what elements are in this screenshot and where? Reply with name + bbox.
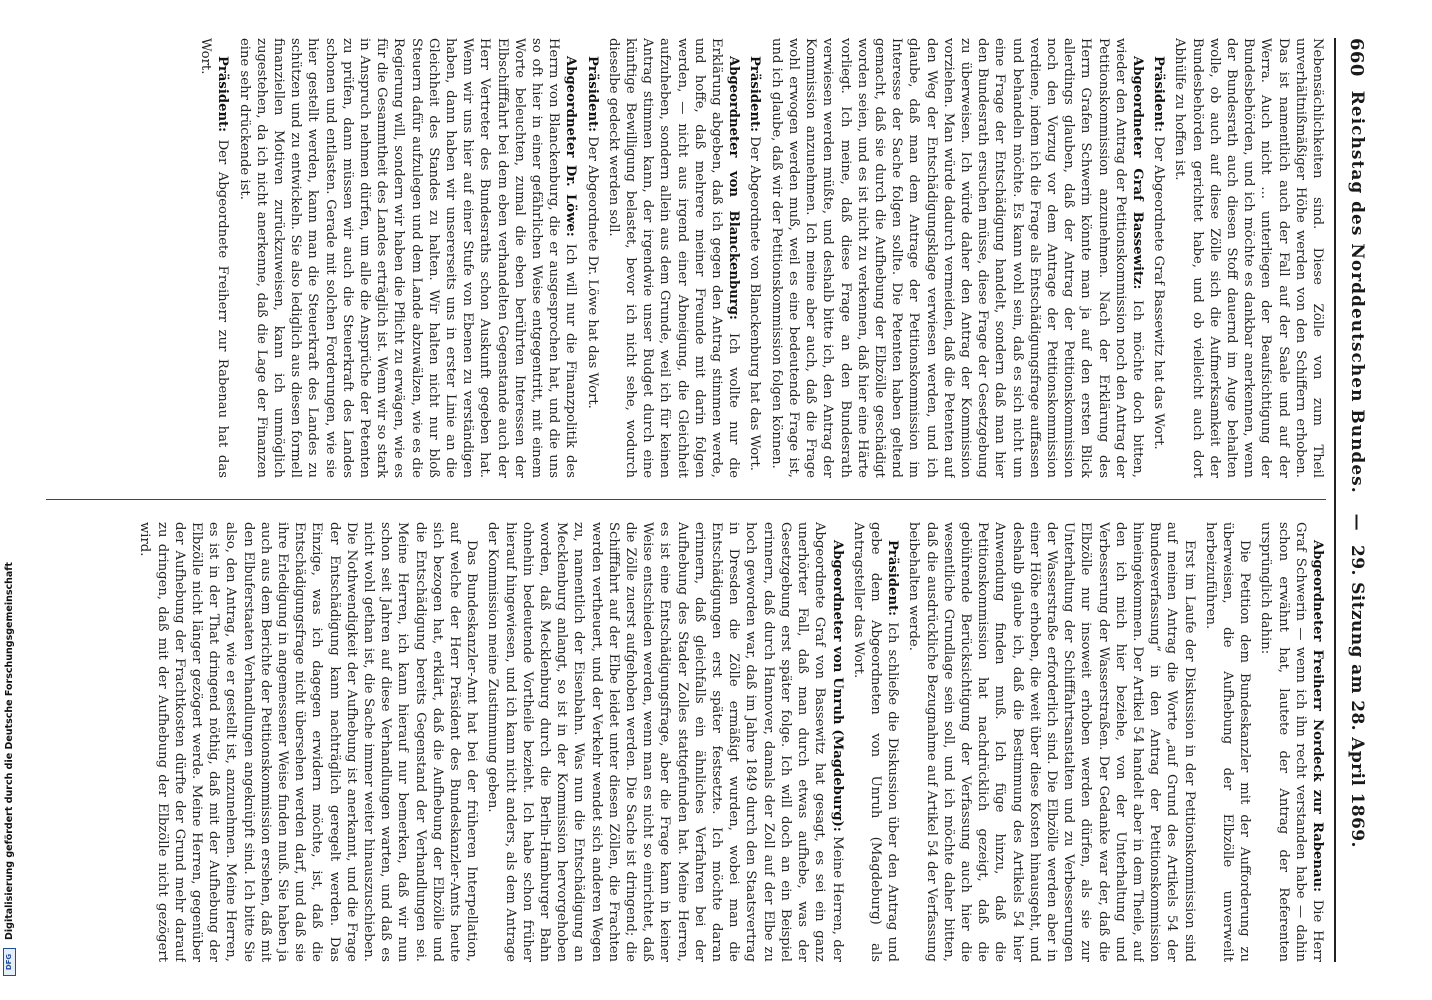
text-column-right xyxy=(36,522,1326,962)
paragraph xyxy=(136,522,480,962)
paragraph-text: Ich möchte doch bitten, wieder den Antrag der Petitionskommission noch den Antrag der Petitionskommission anzunehmen. Nach der Erklärung des Herrn Grafen Schwerin könnte man ja auf den ersten Blick allerdings glauben, daß der Antrag der Petitionskommission noch den Vorzug vor dem Antrage der Petitionskommission verdiene, indem ich die Frage als Entschädigungsfrage auffassen und behandeln möchte. Es kann wohl sein, daß es sich nicht um eine Frage der Entschädigung handelt, sondern daß man hier den Bundesrath ersuchen müsse, diese Frage der Gesetzgebung zu überweisen. Ich würde daher den Antrag der Kommission vorziehen. Man würde dadurch vermeiden, daß die Petenten auf den Weg der Entschädigungsklage verwiesen werden, und ich glaube, daß man dem Antrage der Petitionskommission im Interesse der Sache folgen sollte. Die Petenten haben geltend gemacht, daß sie durch die Aufhebung der Elbzölle geschädigt worden seien, und es ist nicht zu verkennen, daß hier eine Härte vorliegt. Ich meine, daß diese Frage an den Bundesrath verwiesen werden müßte, und deshalb bitte ich, den Antrag der Kommission anzunehmen. Ich meine aber auch, daß die Frage wohl erwogen werden muß, weil es eine bedeutende Frage ist, und ich glaube, daß wir der Petitionskommission folgen können. xyxy=(768,38,1145,478)
paragraph xyxy=(905,522,1197,962)
speaker-name: Präsident: xyxy=(584,56,600,133)
paragraph-text: Das Bundeskanzler-Amt hat bei der früheren Interpellation, auf welche der Herr Präsident des Bundeskanzler-Amts heute sich bezogen hat, erklärt, daß die Aufhebung der Elbzölle und die Entschädigung bereits Gegenstand der Verhandlungen sei. Meine Herren, ich kann hierauf nur bemerken, daß wir nun schon seit Jahren auf diese Verhandlungen warten, und daß es nicht wohl gethan ist, die Sache immer weiter hinauszuschieben. Die Nothwendigkeit der Aufhebung ist anerkannt, und die Frage der Entschädigung kann nachträglich geregelt werden. Das Einzige, was ich dagegen erwidern möchte, ist, daß die Entschädigungsfrage nicht übersehen werden darf, und daß sie ihre Erledigung in angemessener Weise finden muß. Sie haben ja auch aus dem Berichte der Petitionskommission ersehen, daß mit den Elbuferstaaten Verhandlungen angeknüpft sind. Ich bitte Sie also, den Antrag, wie er gestellt ist, anzunehmen. Meine Herren, es ist in der That dringend nöthig, daß mit der Aufhebung der Elbzölle nicht länger gezögert werde. Meine Herren, gegenüber der Aufhebung der Frachtkosten dürfte der Grund mehr darauf zu dringen, daß mit der Aufhebung der Elbzölle nicht gezögert wird. xyxy=(137,522,480,962)
paragraph-text: Der Abgeordnete von Blanckenburg hat das Wort. xyxy=(747,136,763,471)
speaker-name: Präsident: xyxy=(1151,56,1167,133)
paragraph-text: Erst im Laufe der Diskussion in der Petitionskommission sind auf meinen Antrag die Worte „auf Grund des Artikels 54 der Bundesverfassung“ in den Antrag der Petitionskommission hineingekommen. Der Artikel 54 handelt aber in dem Theile, auf den ich mich hier beziehe, von der Unterhaltung und Verbesserung der Wasserstraßen. Der Gedanke war der, daß die Elbzölle nur insoweit erhoben werden dürfen, als sie zur Unterhaltung der Schifffahrtsanstalten und zu Verbesserungen der Wasserstraße erforderlich sind. Die Elbzölle werden aber in einer Höhe erhoben, die weit über diese Kosten hinausgeht, und deshalb glaube ich, daß die Bestimmung des Artikels 54 hier Anwendung finden muß. Ich füge hinzu, daß die Petitionskommission hat nachdrücklich gezeigt, daß die gebührende Berücksichtigung der Verfassung auch hier die wesentliche Grundlage sein soll, und ich möchte daher bitten, daß die ausdrückliche Bezugnahme auf Artikel 54 der Verfassung beibehalten werde. xyxy=(906,522,1197,962)
dfg-logo: DFG xyxy=(3,948,16,976)
speaker-name: Präsident: xyxy=(885,540,901,617)
paragraph-text: Meine Herren, der Abgeordnete Graf von Bassewitz hat gesagt, es sei ein ganz unerhörter Fall, daß man durch etwas aufhebe, was der Gesetzgebung erst später folge. Ich will doch an ein Beispiel erinnern, daß durch Hannover, damals der Zoll auf der Elbe zu hoch geworden war, daß im Jahre 1849 durch den Staatsvertrag in Dresden die Zölle ermäßigt wurden, wobei man die Entschädigungen erst später festsetzte. Ich möchte daran erinnern, daß gleichfalls ein ähnliches Verfahren bei der Aufhebung des Stader Zolles stattgefunden hat. Meine Herren, es ist eine Entschädigungsfrage, aber die Frage kann in keiner Weise entschieden werden, wenn man es nicht so einrichtet, daß die Zölle zuerst aufgehoben werden. Die Sache ist dringend; die Schifffahrt auf der Elbe leidet unter diesen Zöllen, die Frachten werden vertheuert, und der Verkehr wendet sich anderen Wegen zu, namentlich der Eisenbahn. Was nun die Entschädigung an Mecklenburg anlangt, so ist in der Kommission hervorgehoben worden, daß Mecklenburg durch die Berlin-Hamburger Bahn ohnehin bedeutende Vortheile bezieht. Ich habe schon früher hierauf hingewiesen, und ich kann nicht anders, als dem Antrage der Kommission meine Zustimmung geben. xyxy=(485,522,845,962)
paragraph-text: Ich schließe die Diskussion über den Antrag und gebe dem Abgeordneten von Unruh (Magdeburg) als Antragsteller das Wort. xyxy=(850,522,901,962)
digitization-footer xyxy=(2,0,16,1000)
publication-title: Reichstag des Norddeutschen Bundes. xyxy=(1347,90,1367,494)
paragraph xyxy=(1257,522,1326,962)
column-divider xyxy=(46,499,1326,500)
paragraph xyxy=(605,38,743,478)
paragraph-text: Die Herr Graf Schwerin — wenn ich ihn recht verstanden habe — dahin schon erwähnt hat, lautete der Antrag der Referenten ursprünglich dahin: xyxy=(1258,522,1325,962)
speaker-name: Präsident: xyxy=(215,56,231,133)
paragraph-text: Der Abgeordnete Graf Bassewitz hat das Wort. xyxy=(1151,136,1167,450)
paragraph-text: Der Abgeordnete Dr. Löwe hat das Wort. xyxy=(584,136,600,409)
paragraph xyxy=(235,38,579,478)
speaker-name: Abgeordneter von Blanckenburg: xyxy=(726,56,742,320)
speaker-name: Abgeordneter Dr. Löwe: xyxy=(563,56,579,237)
paragraph xyxy=(1171,38,1326,478)
session-info: 29. Sitzung am 28. April 1869. xyxy=(1347,545,1367,848)
paragraph-text: Der Abgeordnete Freiherr zur Rabenau hat das Wort. xyxy=(198,38,231,478)
paragraph xyxy=(197,38,231,478)
speaker-name: Abgeordneter von Unruh (Magdeburg): xyxy=(829,540,845,832)
paragraph xyxy=(850,522,902,962)
text-column-left xyxy=(36,38,1326,478)
paragraph xyxy=(746,38,763,478)
paragraph xyxy=(768,38,1146,478)
speaker-name: Abgeordneter Graf Bassewitz: xyxy=(1129,56,1145,290)
paragraph-text: Die Petition dem Bundeskanzler mit der Aufforderung zu überweisen, die Aufhebung der Elbzölle unverweilt herbeizuführen. xyxy=(1202,522,1253,962)
paragraph xyxy=(484,522,845,962)
paragraph-text: Ich wollte nur die Erklärung abgeben, daß ich gegen den Antrag stimmen werde, und hoffe, daß mehrere meiner Freunde mit darin folgen werden, — nicht aus irgend einer Abneigung, die Gleichheit aufzuheben, sondern allein aus dem Grunde, weil ich für keinen Antrag stimmen kann, der irgendwie unser Budget durch eine künftige Bewilligung belastet, bevor ich nicht sehe, wodurch dieselbe gedeckt werden soll. xyxy=(605,38,742,478)
header-rule xyxy=(1334,38,1336,962)
digitization-note: Digitalisierung gefördert durch die Deutsche Forschungsgemeinschaft xyxy=(3,562,15,940)
running-header xyxy=(1340,38,1374,962)
speaker-name: Präsident: xyxy=(747,56,763,133)
paragraph xyxy=(1150,38,1167,478)
paragraph-text: Ich will nur die Finanzpolitik des Herrn von Blanckenburg, die er ausgesprochen hat, und die uns so oft hier in einer gefährlichen Weise entgegentritt, mit einem Worte beleuchten, zumal die eben berührten Interessen der Elbschifffahrt bei dem eben verhandelten Gegenstande auch der Herr Vertreter des Bundesraths schon Auskunft gegeben hat. Wenn wir uns hier auf einer Stufe von Ebenen zu verständigen haben, dann haben wir unsererseits uns in erster Linie an die Gleichheit des Standes zu halten. Wir halten nicht nur bloß Steuern dafür aufzulegen und dem Lande abzuwälzen, wie es die Regierung will, sondern wir haben die Pflicht zu erwägen, wie es für die Gesammtheit des Landes erträglich ist. Wenn wir so stark in Anspruch nehmen dürfen, um alle die Ansprüche der Petenten zu prüfen, dann müssen wir auch die Steuerkraft des Landes schonen und entlasten. Gerade mit solchen Forderungen, wie sie hier gestellt werden, kann man die Steuerkraft des Landes zu schützen und zu entwickeln. Sie also lediglich aus diesen formell finanziellen Motiven zurückzuweisen, kann ich unmöglich zugestehen, da ich nicht anerkenne, daß die Lage der Finanzen eine sehr drückende ist. xyxy=(236,38,579,478)
speaker-name: Abgeordneter Freiherr Nordeck zur Rabenau: xyxy=(1310,540,1325,892)
paragraph-text: Nebensächlichkeiten sind. Diese Zölle von zum Theil unverhältnißmäßiger Höhe werden von den Schiffern erhoben. Das ist namentlich auch der Fall auf der Saale und auf der Werra. Auch nicht ... unterliegen der Beaufsichtigung der Bundesbehörden, und ich möchte es dankbar anerkennen, wenn der Bundesrath auch diesen Stoff dauernd im Auge behalten wolle, ob auch auf diese Zölle sich die Aufmerksamkeit der Bundesbehörden gerichtet habe, und ob vielleicht auch dort Abhülfe zu hoffen ist. xyxy=(1172,38,1325,478)
paragraph xyxy=(583,38,600,478)
paragraph xyxy=(1202,522,1254,962)
page-number: 660 xyxy=(1346,38,1368,77)
document-page xyxy=(12,0,1392,1000)
header-separator: — xyxy=(1347,513,1367,532)
